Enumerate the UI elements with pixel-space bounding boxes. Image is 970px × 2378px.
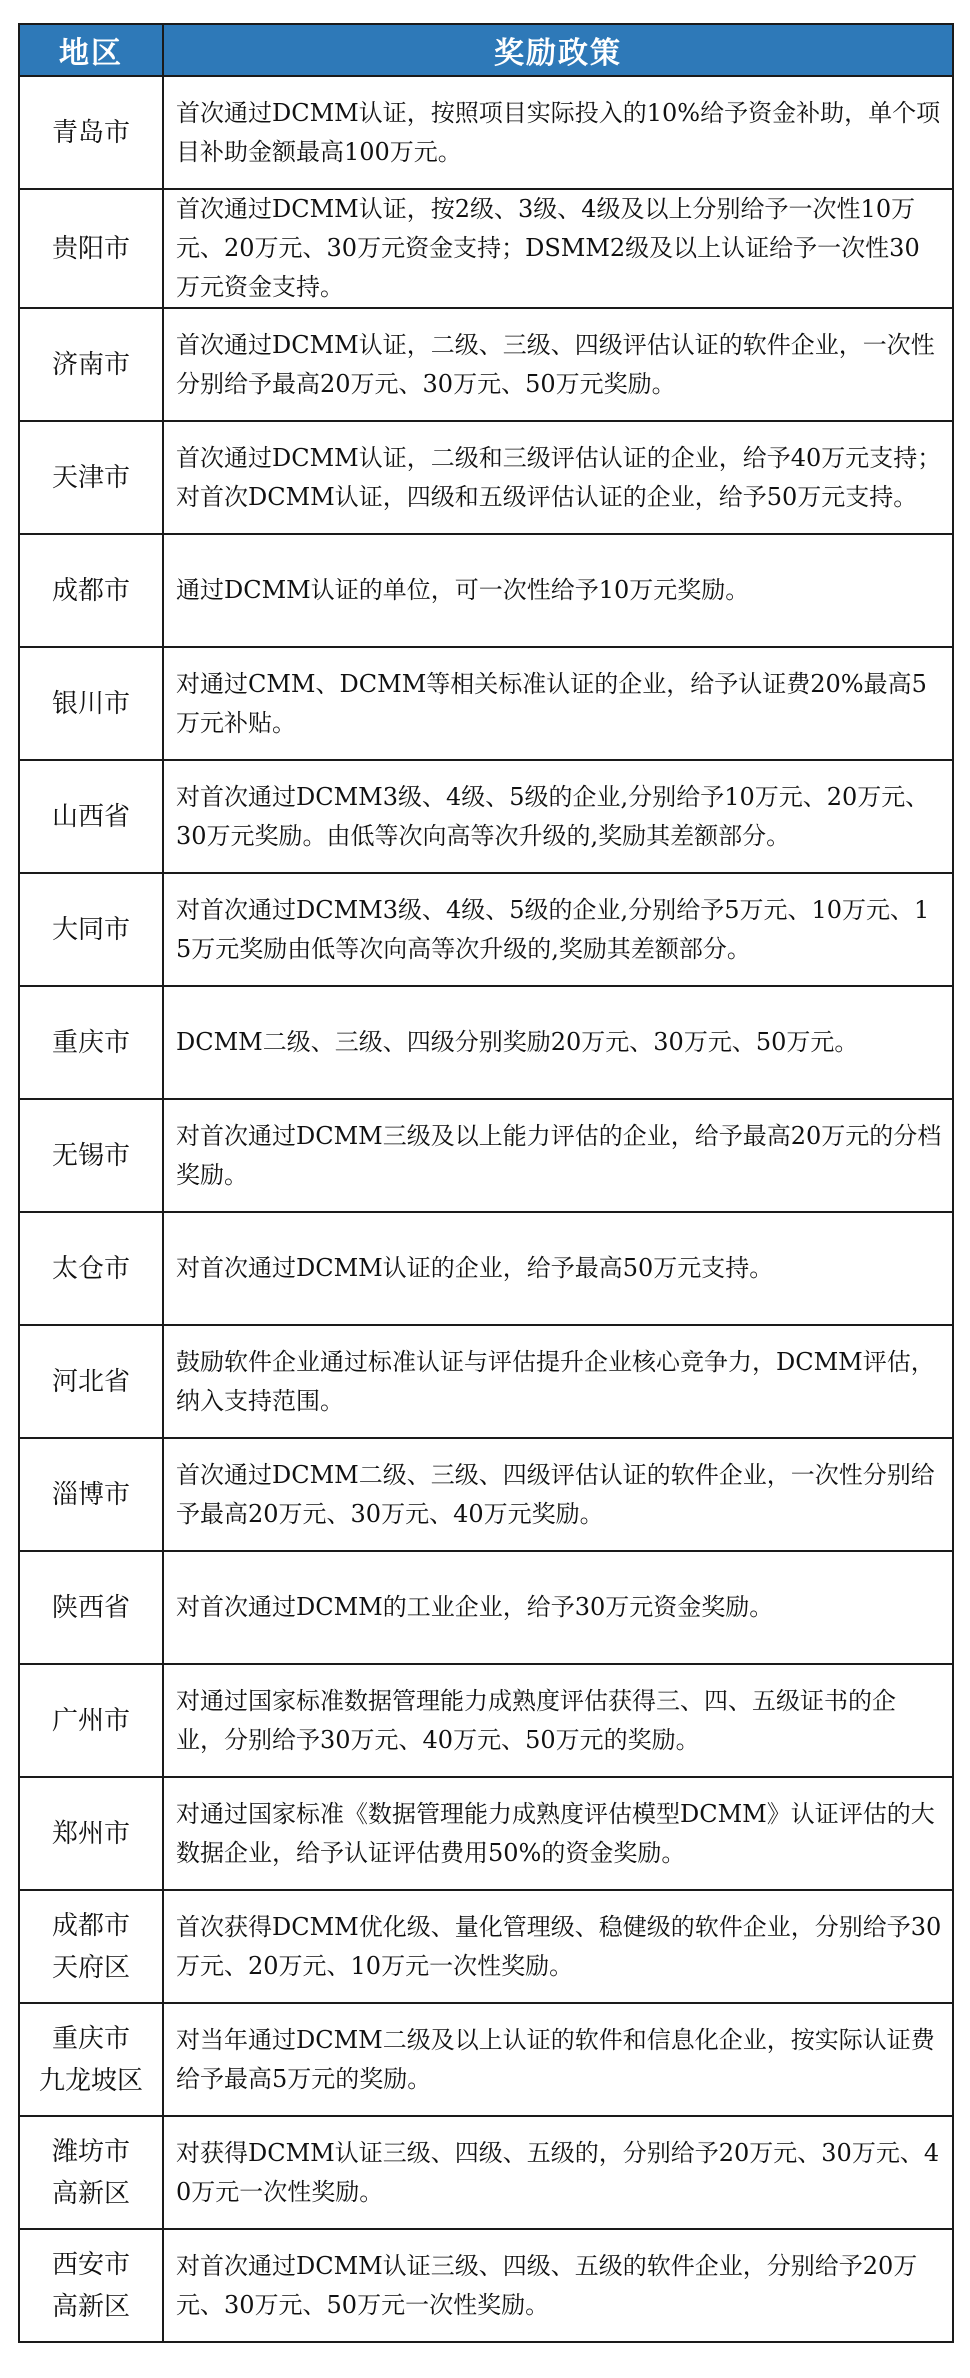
region-line: 高新区	[51, 2178, 130, 2209]
policy-cell: 对首次通过DCMM的工业企业，给予30万元资金奖励。	[163, 1551, 953, 1664]
region-cell	[19, 2116, 163, 2229]
region-line: 潍坊市	[51, 2136, 130, 2167]
header-policy: 奖励政策	[163, 24, 953, 76]
region-cell: 广州市	[19, 1664, 163, 1777]
policy-cell: 首次通过DCMM认证，按照项目实际投入的10%给予资金补助，单个项目补助金额最高100万元。	[163, 76, 953, 189]
table-row	[19, 2229, 953, 2342]
region-cell: 天津市	[19, 421, 163, 534]
table-header	[19, 24, 953, 76]
table-row	[19, 1438, 953, 1551]
region-line: 高新区	[51, 2291, 130, 2322]
region-cell: 贵阳市	[19, 189, 163, 308]
policy-cell: 首次通过DCMM二级、三级、四级评估认证的软件企业，一次性分别给予最高20万元、30万元、40万元奖励。	[163, 1438, 953, 1551]
table-row	[19, 760, 953, 873]
policy-cell: 首次获得DCMM优化级、量化管理级、稳健级的软件企业，分别给予30万元、20万元、10万元一次性奖励。	[163, 1890, 953, 2003]
header-region: 地区	[19, 24, 163, 76]
table-row	[19, 1890, 953, 2003]
policy-cell: 对通过CMM、DCMM等相关标准认证的企业，给予认证费20%最高5万元补贴。	[163, 647, 953, 760]
region-cell: 济南市	[19, 308, 163, 421]
policy-cell: DCMM二级、三级、四级分别奖励20万元、30万元、50万元。	[163, 986, 953, 1099]
region-cell: 山西省	[19, 760, 163, 873]
region-line: 成都市	[51, 1910, 130, 1941]
region-cell: 淄博市	[19, 1438, 163, 1551]
policy-cell: 首次通过DCMM认证，按2级、3级、4级及以上分别给予一次性10万元、20万元、30万元资金支持；DSMM2级及以上认证给予一次性30万元资金支持。	[163, 189, 953, 308]
policy-cell: 对通过国家标准《数据管理能力成熟度评估模型DCMM》认证评估的大数据企业，给予认证评估费用50%的资金奖励。	[163, 1777, 953, 1890]
table-row	[19, 189, 953, 308]
region-cell: 重庆市	[19, 986, 163, 1099]
region-line: 西安市	[51, 2249, 130, 2280]
policy-cell: 对首次通过DCMM三级及以上能力评估的企业，给予最高20万元的分档奖励。	[163, 1099, 953, 1212]
region-line: 天府区	[51, 1952, 130, 1983]
table-row	[19, 2116, 953, 2229]
policy-cell: 首次通过DCMM认证，二级和三级评估认证的企业，给予40万元支持；对首次DCMM认证，四级和五级评估认证的企业，给予50万元支持。	[163, 421, 953, 534]
table-row	[19, 873, 953, 986]
table-row	[19, 534, 953, 647]
policy-cell: 对首次通过DCMM3级、4级、5级的企业,分别给予10万元、20万元、30万元奖励。由低等次向高等次升级的,奖励其差额部分。	[163, 760, 953, 873]
table-row	[19, 1212, 953, 1325]
header-row	[19, 24, 953, 76]
region-cell	[19, 1890, 163, 2003]
region-cell: 太仓市	[19, 1212, 163, 1325]
region-line: 重庆市	[51, 2023, 130, 2054]
policy-cell: 首次通过DCMM认证，二级、三级、四级评估认证的软件企业，一次性分别给予最高20万元、30万元、50万元奖励。	[163, 308, 953, 421]
policy-table	[18, 23, 954, 2343]
policy-cell: 对首次通过DCMM认证三级、四级、五级的软件企业，分别给予20万元、30万元、50万元一次性奖励。	[163, 2229, 953, 2342]
policy-cell: 对通过国家标准数据管理能力成熟度评估获得三、四、五级证书的企业，分别给予30万元、40万元、50万元的奖励。	[163, 1664, 953, 1777]
policy-cell: 通过DCMM认证的单位，可一次性给予10万元奖励。	[163, 534, 953, 647]
region-cell: 郑州市	[19, 1777, 163, 1890]
region-cell: 大同市	[19, 873, 163, 986]
region-cell: 河北省	[19, 1325, 163, 1438]
policy-cell: 对首次通过DCMM3级、4级、5级的企业,分别给予5万元、10万元、15万元奖励由低等次向高等次升级的,奖励其差额部分。	[163, 873, 953, 986]
region-cell	[19, 2229, 163, 2342]
table-row	[19, 1777, 953, 1890]
table-row	[19, 1325, 953, 1438]
table-body	[19, 76, 953, 2342]
region-cell: 银川市	[19, 647, 163, 760]
table-row	[19, 1551, 953, 1664]
table-row	[19, 2003, 953, 2116]
policy-cell: 鼓励软件企业通过标准认证与评估提升企业核心竞争力，DCMM评估，纳入支持范围。	[163, 1325, 953, 1438]
table-row	[19, 986, 953, 1099]
policy-cell: 对首次通过DCMM认证的企业，给予最高50万元支持。	[163, 1212, 953, 1325]
region-cell: 无锡市	[19, 1099, 163, 1212]
table-row	[19, 1664, 953, 1777]
region-cell	[19, 2003, 163, 2116]
table-row	[19, 647, 953, 760]
table-row	[19, 308, 953, 421]
region-cell: 成都市	[19, 534, 163, 647]
table-row	[19, 421, 953, 534]
policy-table-container	[18, 23, 952, 2343]
policy-cell: 对获得DCMM认证三级、四级、五级的，分别给予20万元、30万元、40万元一次性奖励。	[163, 2116, 953, 2229]
region-cell: 青岛市	[19, 76, 163, 189]
table-row	[19, 1099, 953, 1212]
region-line: 九龙坡区	[38, 2065, 143, 2096]
policy-cell: 对当年通过DCMM二级及以上认证的软件和信息化企业，按实际认证费给予最高5万元的奖励。	[163, 2003, 953, 2116]
table-row	[19, 76, 953, 189]
region-cell: 陕西省	[19, 1551, 163, 1664]
